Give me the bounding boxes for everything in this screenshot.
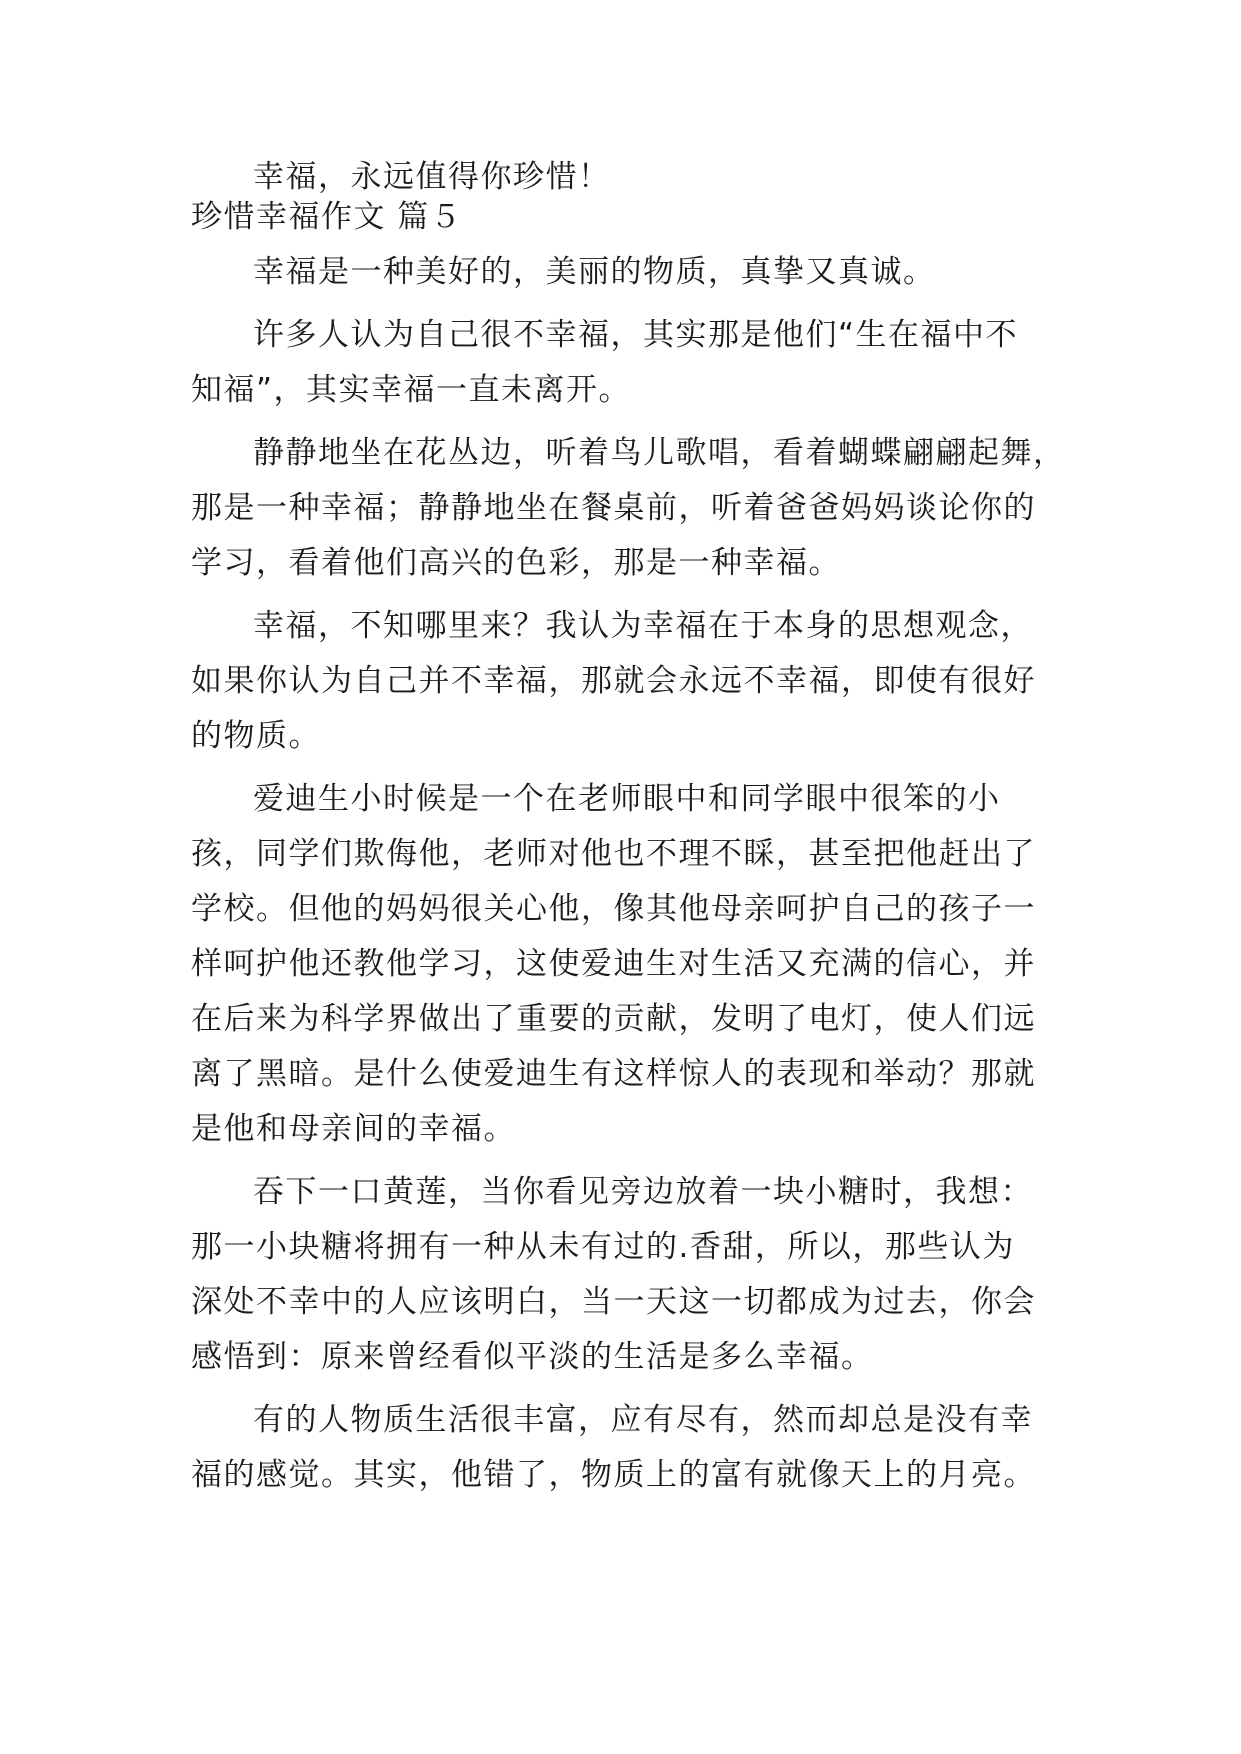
- text-line: 许多人认为自己很不幸福，其实那是他们“生在福中不: [253, 317, 1019, 353]
- text-line: 静静地坐在花丛边，听着鸟儿歌唱，看着蝴蝶翩翩起舞，: [253, 435, 1066, 471]
- text-line: 离了黑暗。是什么使爱迪生有这样惊人的表现和举动？那就: [191, 1056, 1036, 1092]
- text-line: 吞下一口黄莲，当你看见旁边放着一块小糖时，我想：: [253, 1174, 1033, 1210]
- text-line: 在后来为科学界做出了重要的贡献，发明了电灯，使人们远: [191, 1001, 1036, 1037]
- text-line: 如果你认为自己并不幸福，那就会永远不幸福，即使有很好: [191, 663, 1036, 699]
- text-line: 是他和母亲间的幸福。: [191, 1111, 516, 1147]
- text-line: 学习，看着他们高兴的色彩，那是一种幸福。: [191, 545, 841, 581]
- text-line: 有的人物质生活很丰富，应有尽有，然而却总是没有幸: [253, 1402, 1033, 1438]
- text-line: 那是一种幸福；静静地坐在餐桌前，听着爸爸妈妈谈论你的: [191, 490, 1036, 526]
- text-line: 那一小块糖将拥有一种从未有过的.香甜，所以，那些认为: [191, 1229, 1015, 1265]
- text-line: 幸福是一种美好的，美丽的物质，真挚又真诚。: [253, 254, 936, 290]
- text-line: 福的感觉。其实，他错了，物质上的富有就像天上的月亮。: [191, 1457, 1036, 1493]
- text-line: 深处不幸中的人应该明白，当一天这一切都成为过去，你会: [191, 1284, 1036, 1320]
- section-heading: 珍惜幸福作文 篇５: [191, 199, 463, 235]
- text-line: 孩，同学们欺侮他，老师对他也不理不睬，甚至把他赶出了: [191, 836, 1036, 872]
- text-line: 幸福，永远值得你珍惜！: [253, 159, 611, 195]
- text-line: 幸福，不知哪里来？我认为幸福在于本身的思想观念，: [253, 608, 1033, 644]
- text-line: 样呵护他还教他学习，这使爱迪生对生活又充满的信心，并: [191, 946, 1036, 982]
- text-line: 的物质。: [191, 718, 321, 754]
- text-line: 知福”，其实幸福一直未离开。: [191, 372, 632, 408]
- text-line: 学校。但他的妈妈很关心他，像其他母亲呵护自己的孩子一: [191, 891, 1036, 927]
- text-line: 爱迪生小时候是一个在老师眼中和同学眼中很笨的小: [253, 781, 1001, 817]
- text-line: 感悟到：原来曾经看似平淡的生活是多么幸福。: [191, 1339, 874, 1375]
